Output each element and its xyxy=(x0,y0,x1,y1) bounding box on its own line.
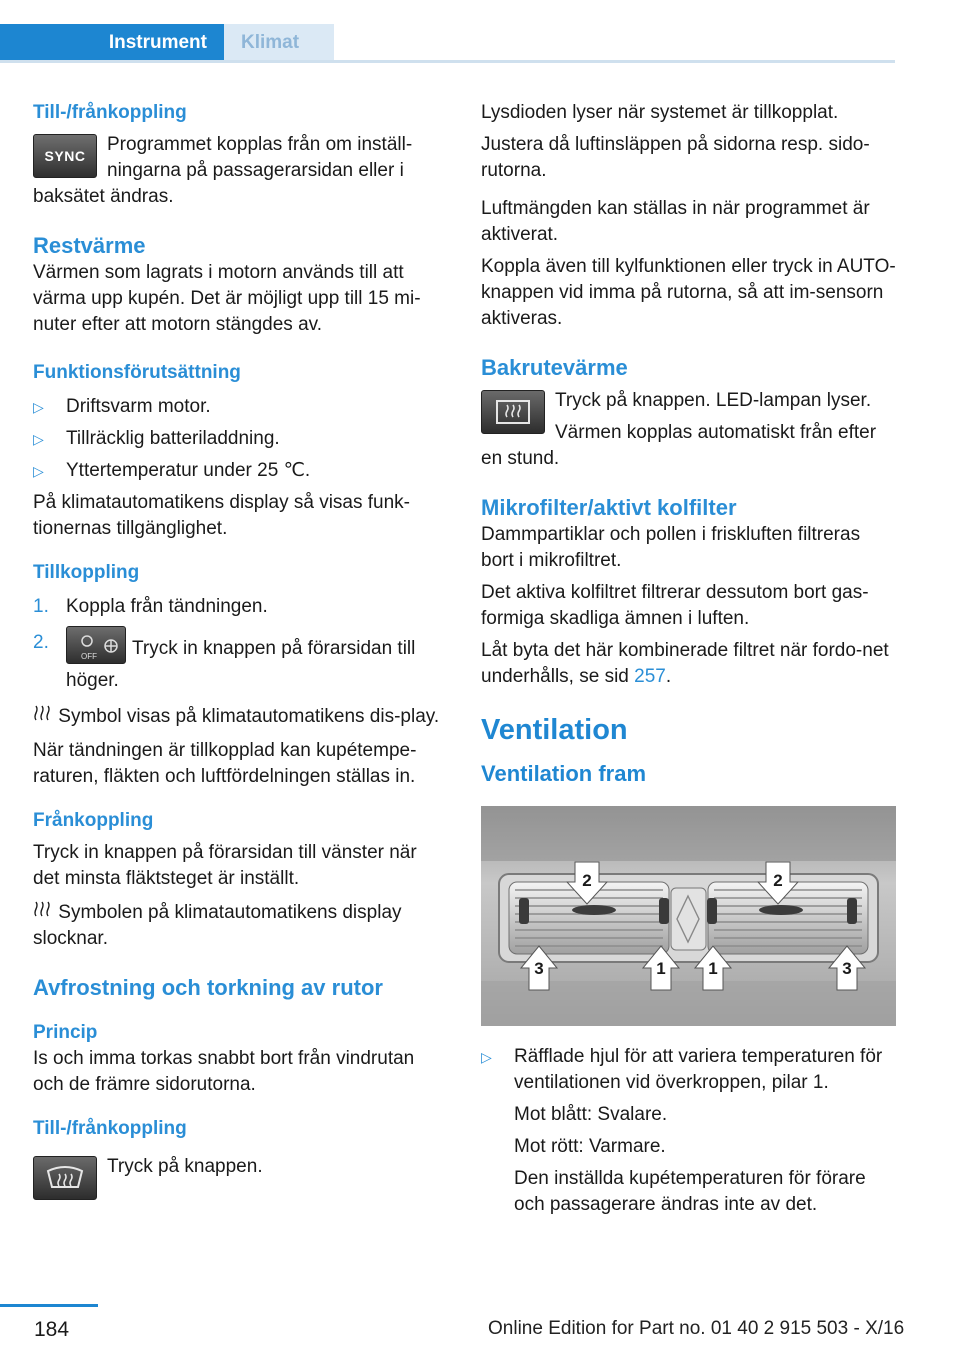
triangle-bullet-icon: ▷ xyxy=(33,463,44,479)
footer-accent-line xyxy=(0,1304,98,1307)
heading-mikrofilter: Mikrofilter/aktivt kolfilter xyxy=(481,495,737,520)
fan-off-button-icon xyxy=(66,626,126,664)
heading-frankoppling: Frånkoppling xyxy=(33,810,154,832)
list-item: ▷ Tillräcklig batteriladdning. xyxy=(33,426,448,452)
vent-photo xyxy=(481,806,896,1026)
vent-list xyxy=(481,1044,896,1218)
list-item: 2. OFF Tryck in knappen på förarsidan till höger. xyxy=(33,630,448,694)
paragraph-mikro-2: Det aktiva kolfiltret filtrerar dessutom bort gas-formiga skadliga ämnen i luften. xyxy=(481,582,869,629)
paragraph-bakrute-2: Värmen kopplas automatiskt från efter en stund. xyxy=(481,422,877,469)
paragraph-mikro-3: Låt byta det här kombinerade filtret när fordo-net underhålls, se sid 257. xyxy=(481,640,889,687)
arrow-label: 3 xyxy=(534,959,544,978)
paragraph-restvarme: Värmen som lagrats i motorn används till att värma upp kupén. Det är möjligt upp till 15 mi-nuter efter att motorn stängdes av. xyxy=(33,262,421,335)
right-column xyxy=(481,100,896,1224)
paragraph-bakrute-1: Tryck på knappen. LED-lampan lyser. xyxy=(555,390,872,411)
svg-text:OFF: OFF xyxy=(81,652,97,661)
list-item: ▷ Driftsvarm motor. xyxy=(33,394,448,420)
steps-list xyxy=(33,594,448,694)
page-link[interactable]: 257 xyxy=(634,666,666,687)
heading-ventilation-fram: Ventilation fram xyxy=(481,761,647,786)
arrow-label: 1 xyxy=(708,959,718,978)
header-divider xyxy=(0,60,895,63)
paragraph-koppla: Koppla även till kylfunktionen eller tryck in AUTO-knappen vid imma på rutorna, så att im-sensorn aktiveras. xyxy=(481,256,896,329)
arrow-label: 3 xyxy=(842,959,852,978)
heading-tillkoppling: Tillkoppling xyxy=(33,562,140,583)
header-bar xyxy=(0,0,960,66)
list-item: ▷ Yttertemperatur under 25 ℃. xyxy=(33,458,448,484)
paragraph-symbol-slocknar: Symbolen på klimatautomatikens display slocknar. xyxy=(33,900,448,952)
heading-bakrutevarme: Bakrutevärme xyxy=(481,355,628,380)
defrost-button-icon xyxy=(33,1156,97,1200)
paragraph-tandning: När tändningen är tillkopplad kan kupétempe-raturen, fläkten och luftfördelningen ställas in. xyxy=(33,740,417,788)
paragraph-justera: Justera då luftinsläppen på sidorna resp. sido-rutorna. xyxy=(481,134,870,181)
paragraph-mikro-1: Dammpartiklar och pollen i friskluften filtreras bort i mikrofiltret. xyxy=(481,524,861,571)
rear-window-heat-button-icon xyxy=(481,390,545,434)
list-item: 1. Koppla från tändningen. xyxy=(33,596,268,617)
left-column xyxy=(33,100,448,1202)
paragraph-princip: Is och imma torkas snabbt bort från vindrutan och de främre sidorutorna. xyxy=(33,1048,415,1096)
tab-klimat[interactable]: Klimat xyxy=(224,24,334,62)
heading-till-frankoppling: Till-/frånkoppling xyxy=(33,102,187,123)
paragraph-frankoppling: Tryck in knappen på förarsidan till vänster när det minsta fläktsteget är inställt. xyxy=(33,842,417,890)
paragraph-luftmangden: Luftmängden kan ställas in när programmet är aktiverat. xyxy=(481,198,870,245)
heading-funktionsforutsattning: Funktionsförutsättning xyxy=(33,362,241,383)
tab-instrument[interactable]: Instrument xyxy=(0,24,224,62)
triangle-bullet-icon: ▷ xyxy=(481,1049,492,1065)
sync-button-icon: SYNC xyxy=(33,134,97,178)
arrow-label: 2 xyxy=(582,871,592,890)
heading-ventilation: Ventilation xyxy=(481,714,628,746)
footer-edition: Online Edition for Part no. 01 40 2 915 503 - X/16 xyxy=(488,1318,905,1339)
heading-avfrostning: Avfrostning och torkning av rutor xyxy=(33,975,383,1001)
arrow-label: 2 xyxy=(773,871,783,890)
triangle-bullet-icon: ▷ xyxy=(33,399,44,415)
triangle-bullet-icon: ▷ xyxy=(33,431,44,447)
heat-symbol-icon xyxy=(33,900,53,926)
conditions-list xyxy=(33,394,448,484)
paragraph-display: På klimatautomatikens display så visas funk-tionernas tillgänglighet. xyxy=(33,492,410,539)
paragraph-tryck: Tryck på knappen. xyxy=(107,1156,263,1178)
heading-till-frankoppling-2: Till-/frånkoppling xyxy=(33,1118,187,1140)
arrow-label: 1 xyxy=(656,959,666,978)
paragraph-symbol-visas: Symbol visas på klimatautomatikens dis-play. xyxy=(33,704,448,730)
paragraph-sync: Programmet kopplas från om inställ-ningarna på passagerarsidan eller i baksätet ändras. xyxy=(33,134,413,207)
page-number: 184 xyxy=(34,1318,70,1341)
paragraph-lysdioden: Lysdioden lyser när systemet är tillkopplat. xyxy=(481,102,839,123)
list-item: ▷ Räfflade hjul för att variera temperaturen för ventilationen vid överkroppen, pilar 1. Mot blått: Svalare. Mot rött: Varmare. Den inställda kupétemperaturen för förare och passagerare ändras inte av det. xyxy=(481,1046,883,1215)
heading-princip: Princip xyxy=(33,1022,98,1044)
heat-symbol-icon xyxy=(33,704,53,730)
heading-restvarme: Restvärme xyxy=(33,233,146,258)
